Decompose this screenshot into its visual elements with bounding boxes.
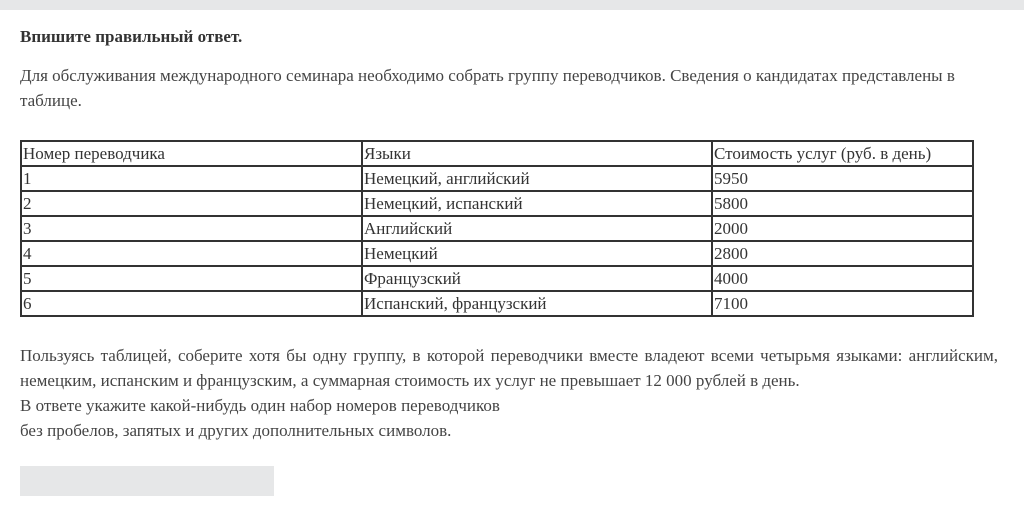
table-row	[21, 216, 973, 241]
cell-number: 1	[21, 166, 362, 191]
cell-number: 6	[21, 291, 362, 316]
answer-hint-line-1: В ответе укажите какой-нибудь один набор номеров переводчиков	[20, 396, 500, 415]
intro-text: Для обслуживания международного семинара необходимо собрать группу переводчиков. Сведения о кандидатах представлены в таблице.	[20, 66, 955, 110]
cell-cost: 4000	[712, 266, 973, 291]
task-text: Пользуясь таблицей, соберите хотя бы одну группу, в которой переводчики вместе владеют всеми четырьмя языками: английским, немецким, испанским и французским, а суммарная стоимость их услуг не превышает 12 000 рублей в день.	[20, 346, 998, 390]
column-header-number: Номер переводчика	[21, 141, 362, 166]
cell-number: 2	[21, 191, 362, 216]
table-row	[21, 166, 973, 191]
cell-languages: Немецкий	[362, 241, 712, 266]
cell-languages: Немецкий, испанский	[362, 191, 712, 216]
question-content	[20, 26, 998, 443]
cell-cost: 5950	[712, 166, 973, 191]
cell-number: 4	[21, 241, 362, 266]
cell-languages: Испанский, французский	[362, 291, 712, 316]
cell-cost: 7100	[712, 291, 973, 316]
column-header-languages: Языки	[362, 141, 712, 166]
cell-languages: Немецкий, английский	[362, 166, 712, 191]
cell-languages: Французский	[362, 266, 712, 291]
column-header-cost: Стоимость услуг (руб. в день)	[712, 141, 973, 166]
top-bar	[0, 0, 1024, 10]
cell-number: 3	[21, 216, 362, 241]
translators-table	[20, 140, 974, 317]
table-row	[21, 266, 973, 291]
cell-languages: Английский	[362, 216, 712, 241]
cell-number: 5	[21, 266, 362, 291]
cell-cost: 2800	[712, 241, 973, 266]
table-row	[21, 241, 973, 266]
cell-cost: 5800	[712, 191, 973, 216]
table-row	[21, 291, 973, 316]
table-row	[21, 191, 973, 216]
answer-hint-line-2: без пробелов, запятых и других дополнительных символов.	[20, 421, 452, 440]
instruction-text: Впишите правильный ответ.	[20, 27, 243, 46]
cell-cost: 2000	[712, 216, 973, 241]
table-header-row	[21, 141, 973, 166]
answer-input[interactable]	[20, 466, 274, 496]
